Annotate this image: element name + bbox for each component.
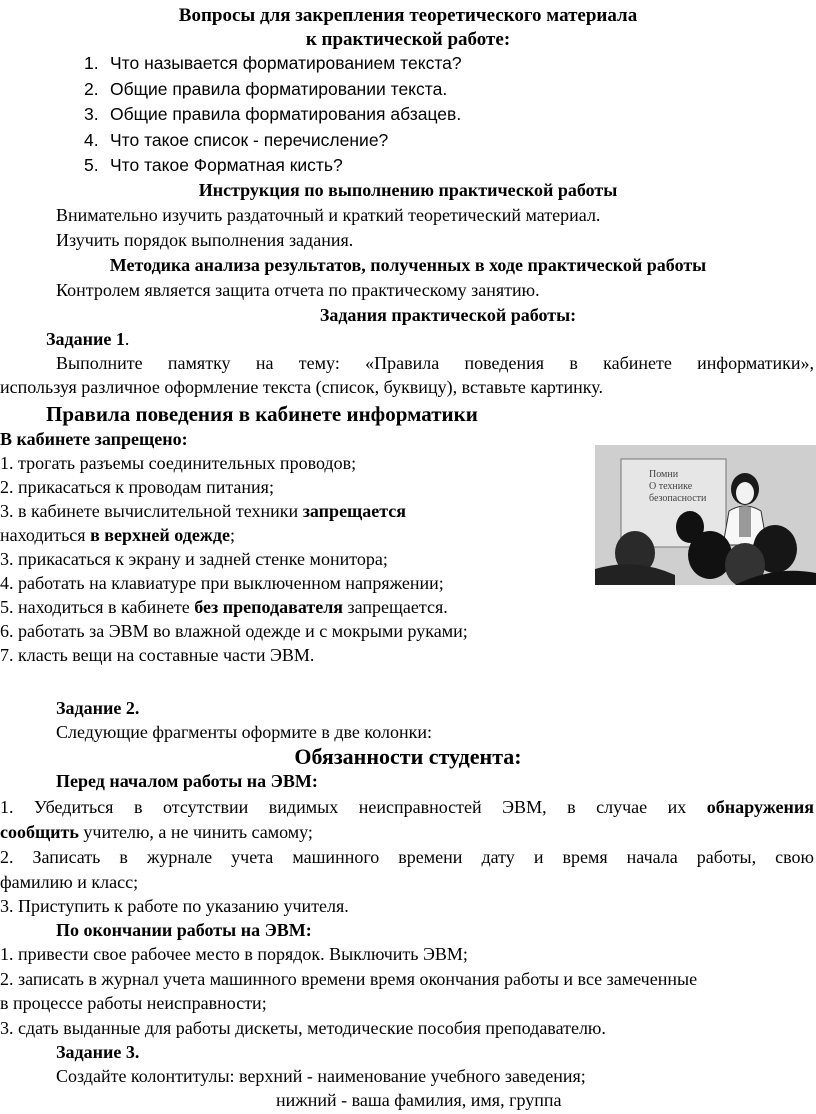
method-line: Контролем является защита отчета по практическому занятию. (56, 280, 540, 300)
tasks-heading: Задания практической работы: (319, 305, 577, 325)
classroom-illustration (595, 445, 816, 585)
poster-text: Помни (649, 469, 679, 480)
list-item: 2. Записать в журнале учета машинного времени дату и время начала работы, свою (0, 847, 814, 867)
poster-text: О технике (649, 481, 693, 492)
list-item: 4. работать на клавиатуре при выключенном напряжении; (0, 573, 444, 593)
page-title: Вопросы для закрепления теоретического материала (178, 5, 638, 26)
list-item: 3. Приступить к работе по указанию учителя. (0, 896, 349, 916)
list-item: 3. сдать выданные для работы дискеты, методические пособия преподавателю. (0, 1018, 606, 1038)
list-item: 5. находиться в кабинете без преподавателя запрещается. (0, 597, 448, 617)
page-subtitle: к практической работе: (305, 29, 511, 50)
before-heading: Перед началом работы на ЭВМ: (56, 771, 318, 791)
rules-title: Правила поведения в кабинете информатики (46, 402, 478, 426)
list-item: сообщить учителю, а не чинить самому; (0, 822, 313, 842)
task3-text: Создайте колонтитулы: верхний - наименование учебного заведения; (56, 1066, 586, 1086)
method-heading: Методика анализа результатов, полученных в ходе практической работы (109, 255, 707, 275)
list-item: 2. Общие правила форматировании текста. (84, 79, 448, 99)
list-item: 3. в кабинете вычислительной техники запрещается (0, 501, 407, 521)
duties-title: Обязанности студента: (294, 744, 522, 769)
task2-label: Задание 2. (56, 698, 140, 718)
list-item: 3. Общие правила форматирования абзацев. (84, 104, 462, 124)
task2-text: Следующие фрагменты оформите в две колонки: (56, 722, 432, 742)
list-item: 1. привести свое рабочее место в порядок. Выключить ЭВМ; (0, 944, 468, 964)
task3-text: нижний - ваша фамилия, имя, группа (276, 1090, 562, 1110)
forbidden-heading: В кабинете запрещено: (0, 429, 188, 449)
list-item: 2. записать в журнал учета машинного времени время окончания работы и все замеченные (0, 969, 698, 989)
list-item: 1. Что называется форматированием текста? (84, 53, 462, 73)
list-item: 2. прикасаться к проводам питания; (0, 477, 274, 497)
list-item: 5. Что такое Форматная кисть? (84, 155, 343, 175)
list-item: находиться в верхней одежде; (0, 525, 235, 545)
list-item: фамилию и класс; (0, 872, 139, 892)
list-item: 7. класть вещи на составные части ЭВМ. (0, 645, 315, 665)
list-item: 6. работать за ЭВМ во влажной одежде и с мокрыми руками; (0, 621, 468, 641)
task3-label: Задание 3. (56, 1042, 140, 1062)
after-heading: По окончании работы на ЭВМ: (56, 920, 312, 940)
task1-text: используя различное оформление текста (список, буквицу), вставьте картинку. (0, 377, 603, 397)
instruction-heading: Инструкция по выполнению практической работы (198, 180, 618, 200)
list-item: в процессе работы неисправности; (0, 993, 267, 1013)
list-item: 3. прикасаться к экрану и задней стенке монитора; (0, 549, 388, 569)
task1-label: Задание 1. (46, 329, 130, 349)
list-item: 1. трогать разъемы соединительных проводов; (0, 453, 357, 473)
task1-text: Выполните памятку на тему: «Правила поведения в кабинете информатики», (56, 353, 814, 373)
poster-text: безопасности (649, 493, 707, 504)
instruction-line: Внимательно изучить раздаточный и краткий теоретический материал. (56, 205, 601, 225)
list-item: 1. Убедиться в отсутствии видимых неисправностей ЭВМ, в случае их обнаружения (0, 797, 814, 817)
instruction-line: Изучить порядок выполнения задания. (56, 230, 354, 250)
list-item: 4. Что такое список - перечисление? (84, 130, 389, 150)
